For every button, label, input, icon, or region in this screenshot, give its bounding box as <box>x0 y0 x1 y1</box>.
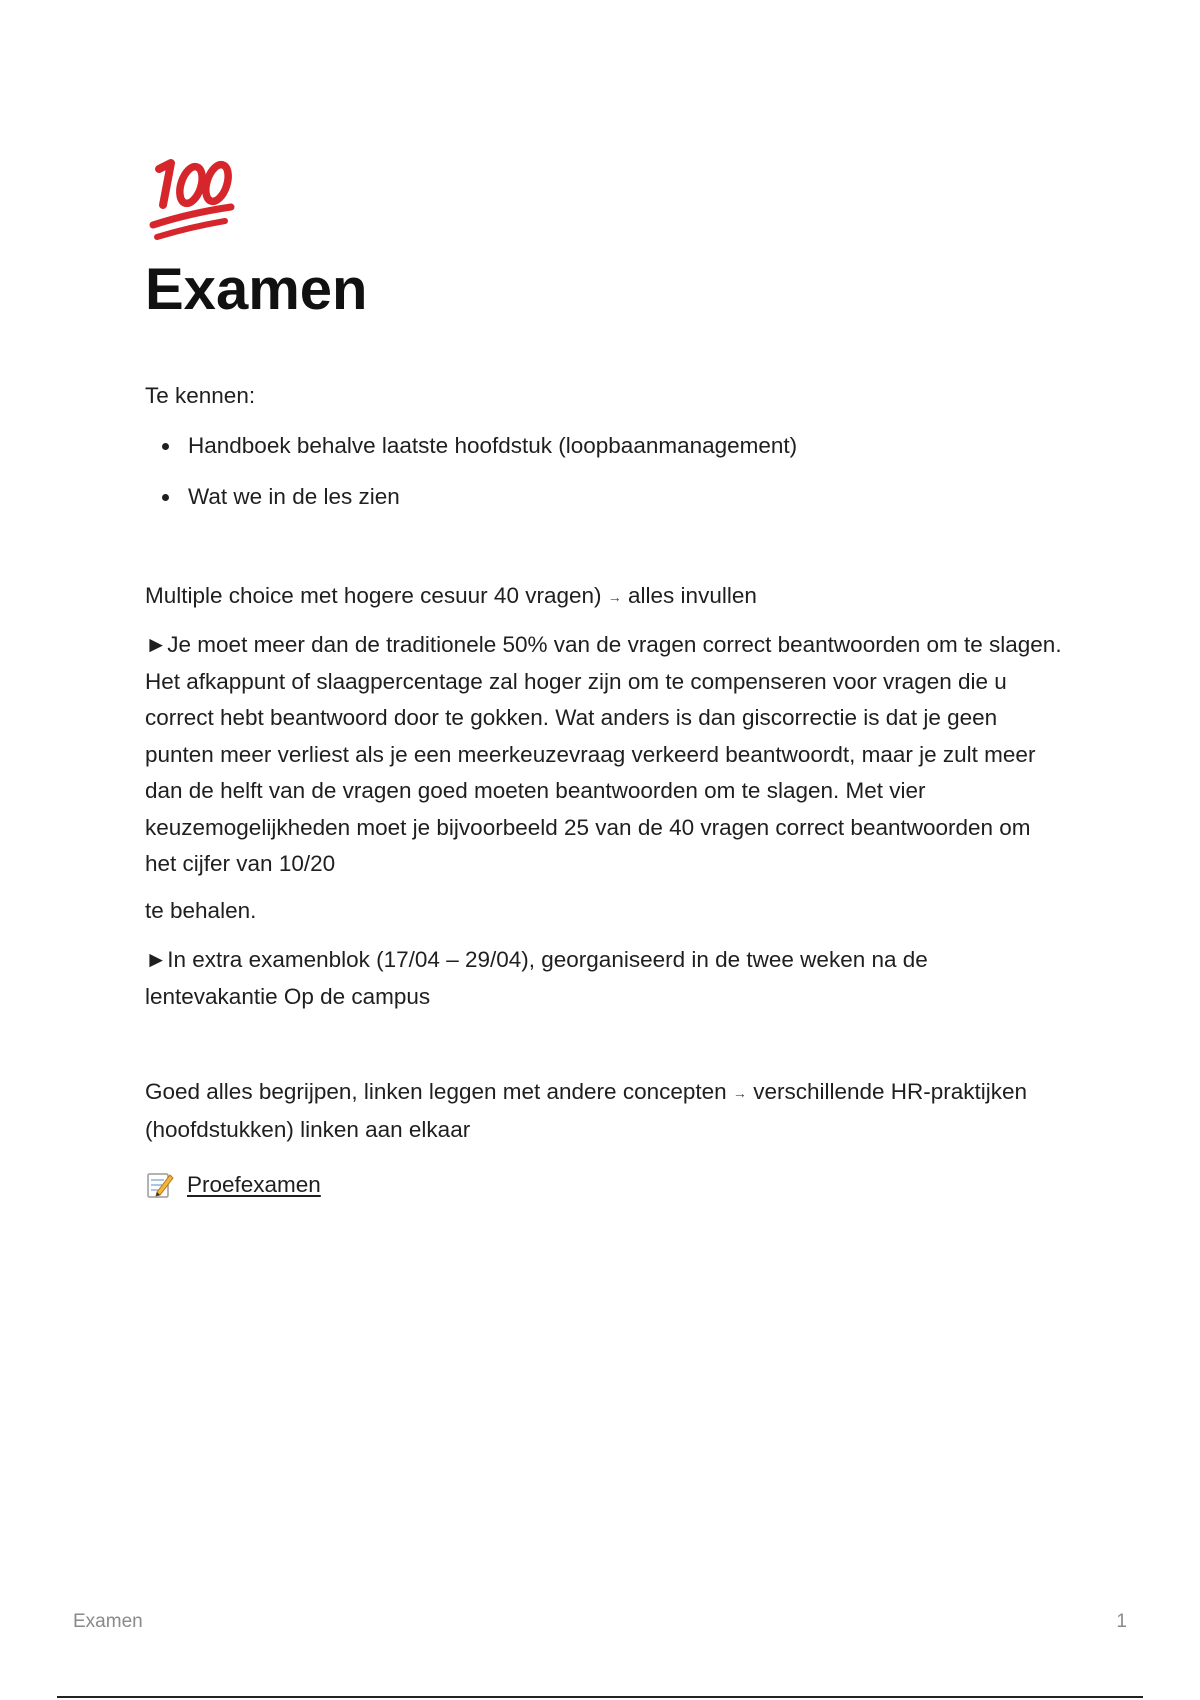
arrow-right-icon: → <box>732 1085 747 1101</box>
list-item-text: Wat we in de les zien <box>188 484 400 509</box>
footer-title: Examen <box>73 1611 143 1632</box>
arrow-right-icon: → <box>607 589 622 605</box>
list-item <box>145 428 797 479</box>
memo-icon <box>145 1170 175 1200</box>
multiple-choice-line <box>145 578 1065 616</box>
bullet-dot-icon <box>162 494 169 501</box>
examenblok-text: In extra examenblok (17/04 – 29/04), georganiseerd in de twee weken na de lentevakantie Op de campus <box>145 947 928 1009</box>
footer-divider <box>57 1696 1143 1698</box>
multiple-choice-text: Multiple choice met hogere cesuur 40 vragen) <box>145 583 602 608</box>
multiple-choice-result: alles invullen <box>628 583 757 608</box>
hundred-points-icon <box>145 155 235 245</box>
bullet-list <box>145 428 797 530</box>
footer-page-number: 1 <box>1116 1611 1127 1632</box>
proefexamen-link-row[interactable] <box>145 1170 321 1200</box>
pointer-right-icon: ► <box>145 947 168 972</box>
page-title: Examen <box>145 257 368 322</box>
understanding-text: Goed alles begrijpen, linken leggen met andere concepten <box>145 1079 727 1104</box>
intro-text: Te kennen: <box>145 383 256 408</box>
pointer-right-icon: ► <box>145 632 168 657</box>
proefexamen-link[interactable]: Proefexamen <box>187 1172 321 1197</box>
cesuur-paragraph <box>145 627 1065 883</box>
understanding-paragraph <box>145 1074 1065 1148</box>
bullet-dot-icon <box>162 443 169 450</box>
examenblok-paragraph <box>145 942 1065 1015</box>
understanding-result: verschillende HR-praktijken (hoofdstukken) linken aan elkaar <box>145 1079 1028 1142</box>
cesuur-text: Je moet meer dan de traditionele 50% van de vragen correct beantwoorden om te slagen. Het afkappunt of slaagpercentage zal hoger zijn om te compenseren voor vragen die u correct hebt beantwoord door te gokken. Wat anders is dan giscorrectie is dat je geen punten meer verliest als je een meerkeuzevraag verkeerd beantwoordt, maar je zult meer dan de helft van de vragen goed moeten beantwoorden om te slagen. Met vier keuzemogelijkheden moet je bijvoorbeeld 25 van de 40 vragen correct beantwoorden om het cijfer van 10/20 <box>145 632 1062 876</box>
list-item-text: Handboek behalve laatste hoofdstuk (loopbaanmanagement) <box>188 433 798 458</box>
list-item <box>145 479 797 530</box>
cesuur-paragraph-end: te behalen. <box>145 898 257 923</box>
